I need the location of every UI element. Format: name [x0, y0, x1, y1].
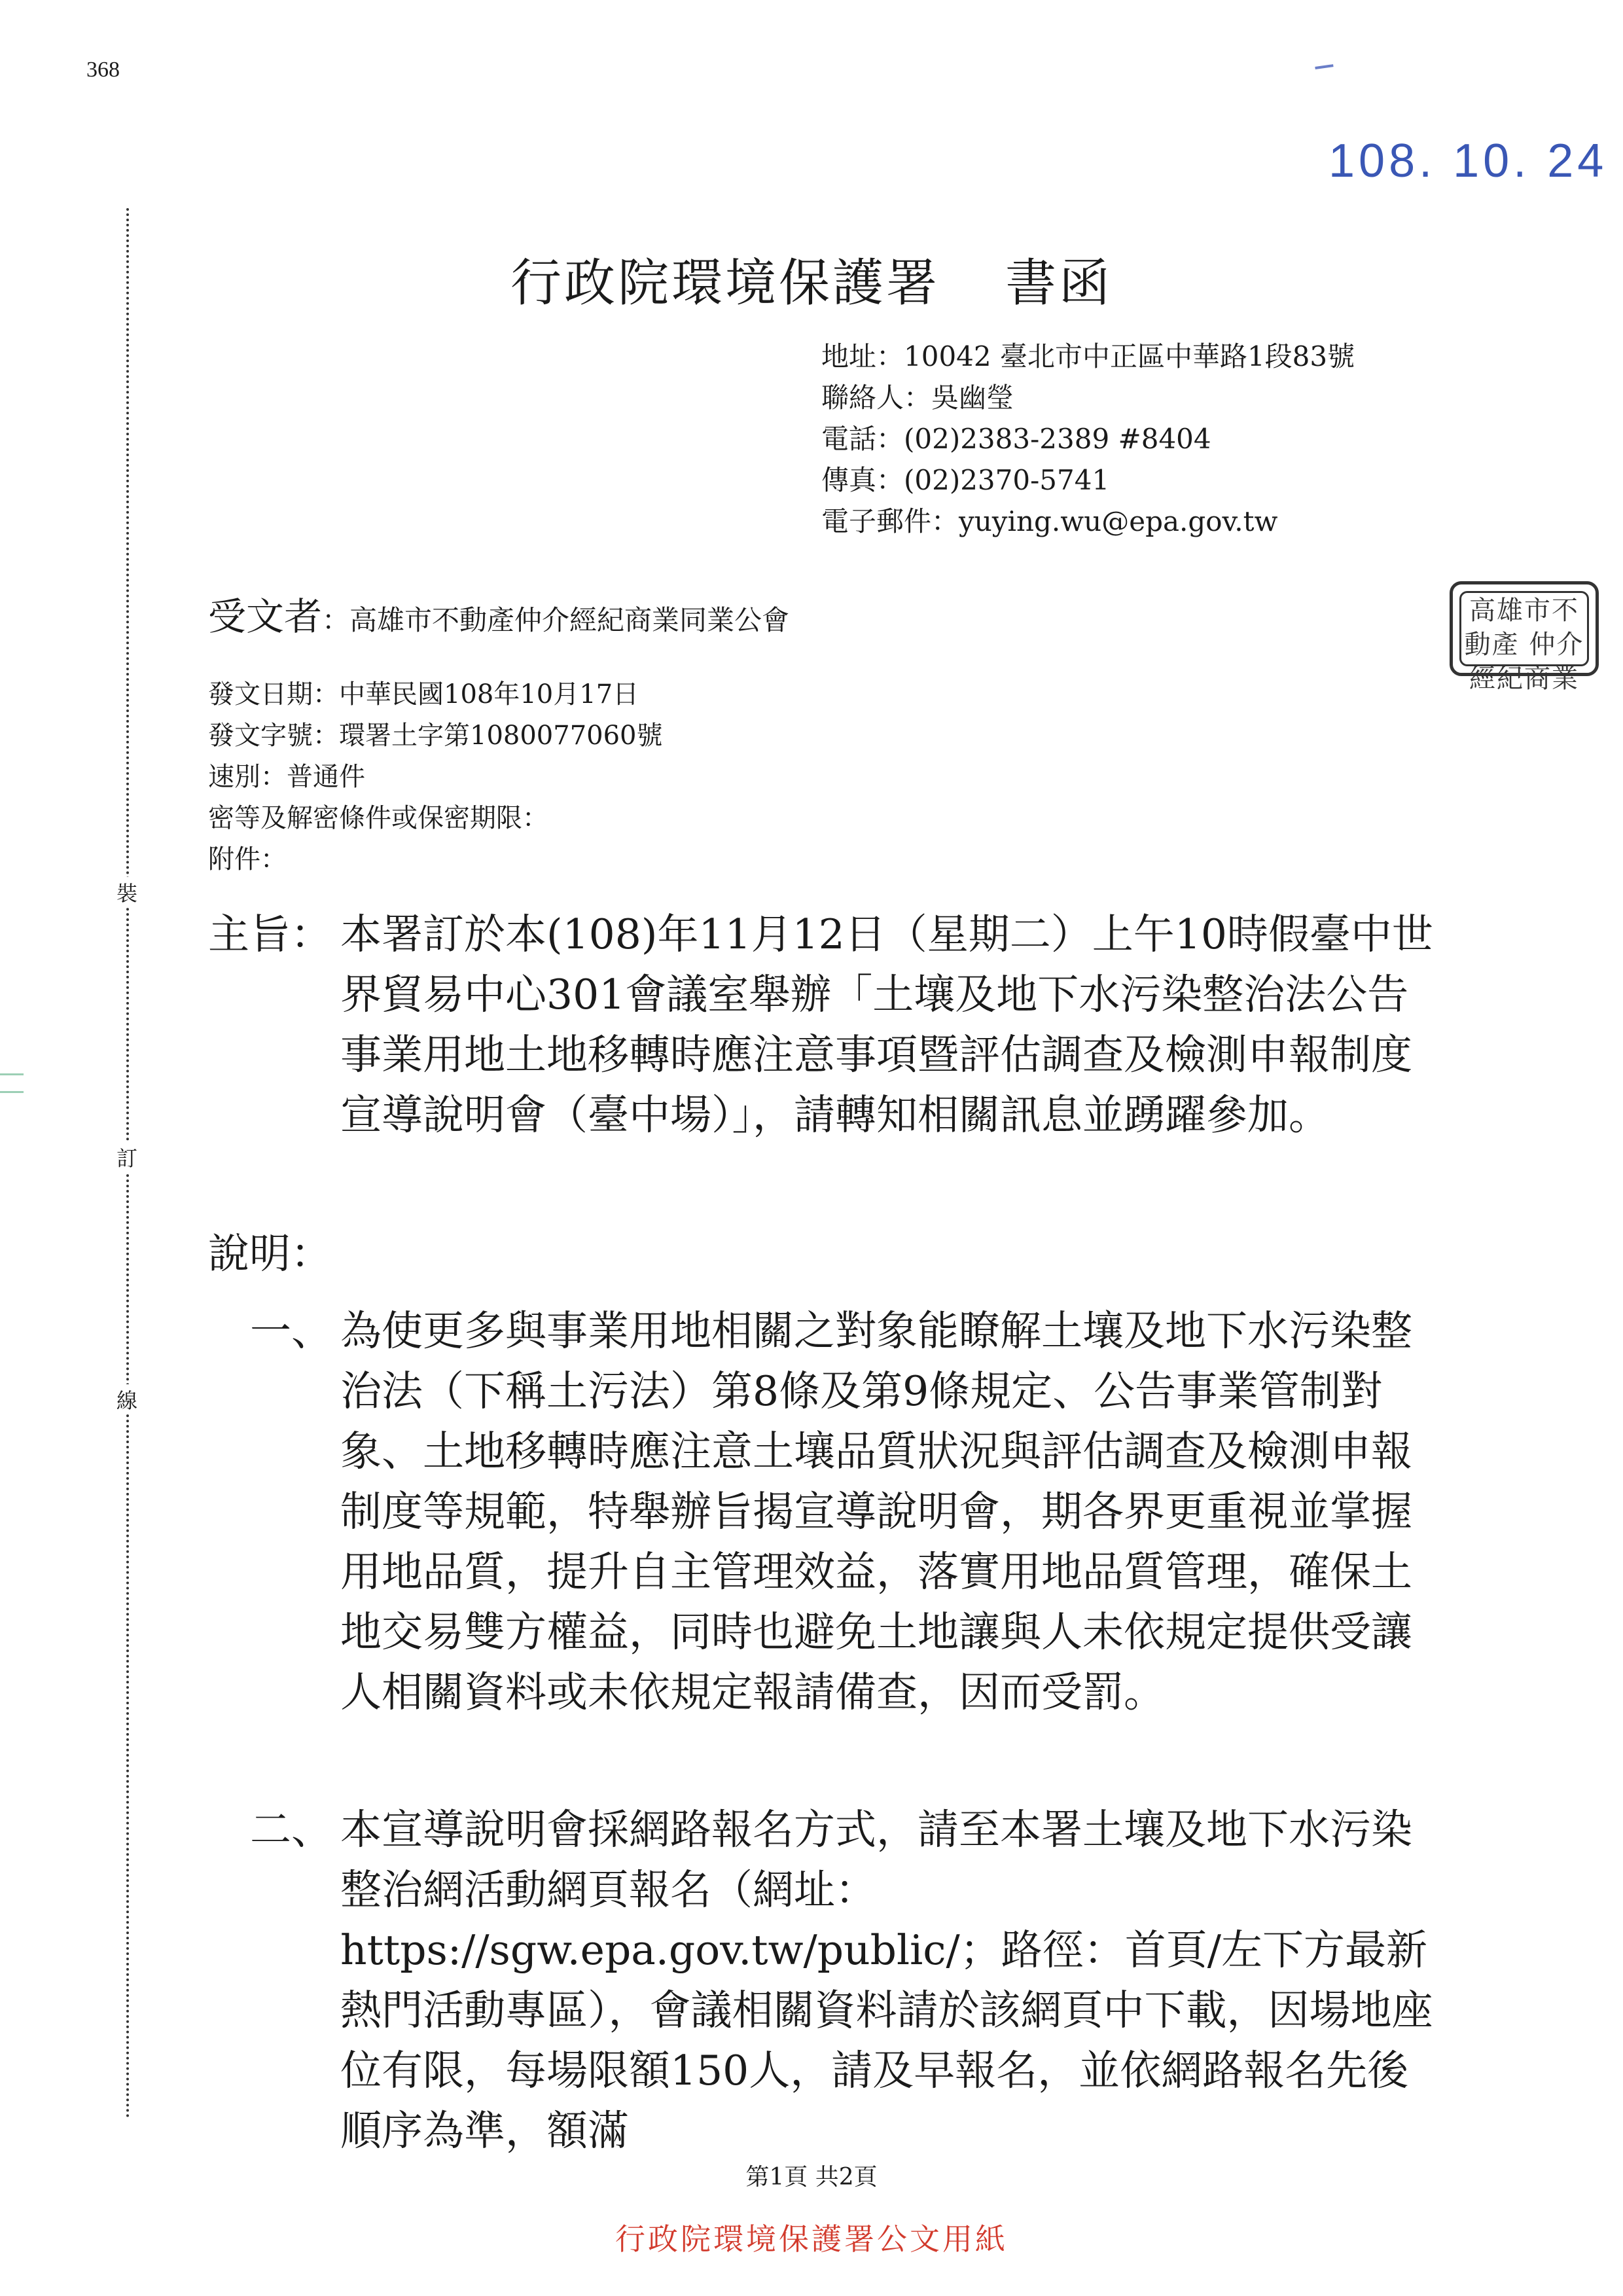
footer-official-paper: 行政院環境保護署公文用紙 [615, 2221, 1008, 2257]
secrecy-level: 密等及解密條件或保密期限： [208, 803, 548, 833]
doc-type: 書函 [1005, 254, 1113, 313]
received-seal [1450, 581, 1599, 694]
explanation-item-1-body: 為使更多與事業用地相關之對象能瞭解土壤及地下水污染整治法（下稱土污法）第8條及第9條規定、公告事業管制對象、土地移轉時應注意土壤品質狀況與評估調查及檢測申報制度等規範，特舉辦旨揭宣導說明會，期各界更重視並掌握用地品質，提升自主管理效益，落實用地品質管理，確保土地交易雙方權益，同時也避免土地讓與人未依規定提供受讓人相關資料或未依規定報請備查，因而受罰。 [340, 1307, 1412, 1716]
contact-email: 電子郵件：yuying.wu@epa.gov.tw [821, 505, 1278, 537]
binding-mark-xian: 線 [113, 1384, 141, 1414]
issue-date: 發文日期：中華民國108年10月17日 [208, 679, 639, 709]
agency-name: 行政院環境保護署 [510, 254, 940, 313]
document-title [0, 242, 1623, 315]
document-number: 發文字號：環署土字第1080077060號 [208, 721, 663, 751]
seal-glyphs: 高雄市不動產 仲介經紀商業 [1464, 596, 1584, 694]
binding-mark-zhuang: 裝 [113, 877, 141, 907]
recipient-label: 受文者 [208, 594, 323, 639]
contact-fax: 傳真：(02)2370-5741 [821, 464, 1110, 496]
contact-phone: 電話：(02)2383-2389 #8404 [821, 423, 1211, 455]
explanation-item-2-number: 二、 [250, 1806, 332, 1854]
subject-label: 主旨： [208, 910, 332, 958]
document-meta [208, 674, 663, 880]
scan-artifact [0, 1073, 24, 1093]
explanation-item-1-number: 一、 [250, 1307, 332, 1355]
explanation-label: 說明： [208, 1230, 332, 1278]
subject-body: 本署訂於本(108)年11月12日（星期二）上午10時假臺中世界貿易中心301會議室舉辦「土壤及地下水污染整治法公告事業用地土地移轉時應注意事項暨評估調查及檢測申報制度宣導說明會（臺中場）」，請轉知相關訊息並踴躍參加。 [340, 910, 1433, 1139]
page-number: 368 [86, 58, 120, 82]
recipient [208, 586, 789, 641]
attachment: 附件： [208, 844, 287, 874]
contact-person: 聯絡人：吳幽瑩 [821, 382, 1014, 414]
recipient-value: ：高雄市不動產仲介經紀商業同業公會 [322, 604, 790, 636]
explanation-item-2-body: 本宣導說明會採網路報名方式，請至本署土壤及地下水污染整治網活動網頁報名（網址：https://sgw.epa.gov.tw/public/；路徑：首頁/左下方最新熱門活動專區），會議相關資料請於該網頁中下載，因場地座位有限，每場限額150人，請及早報名，並依網路報名先後順序為準，額滿 [340, 1806, 1433, 2155]
received-date-stamp: 108. 10. 24 [1329, 135, 1608, 187]
contact-address: 地址：10042 臺北市中正區中華路1段83號 [821, 340, 1355, 372]
footer-page-count: 第1頁 共2頁 [745, 2164, 878, 2191]
contact-block [821, 336, 1355, 542]
delivery-speed: 速別：普通件 [208, 762, 365, 792]
corner-mark [1315, 64, 1334, 75]
binding-mark-ding: 訂 [113, 1142, 141, 1172]
